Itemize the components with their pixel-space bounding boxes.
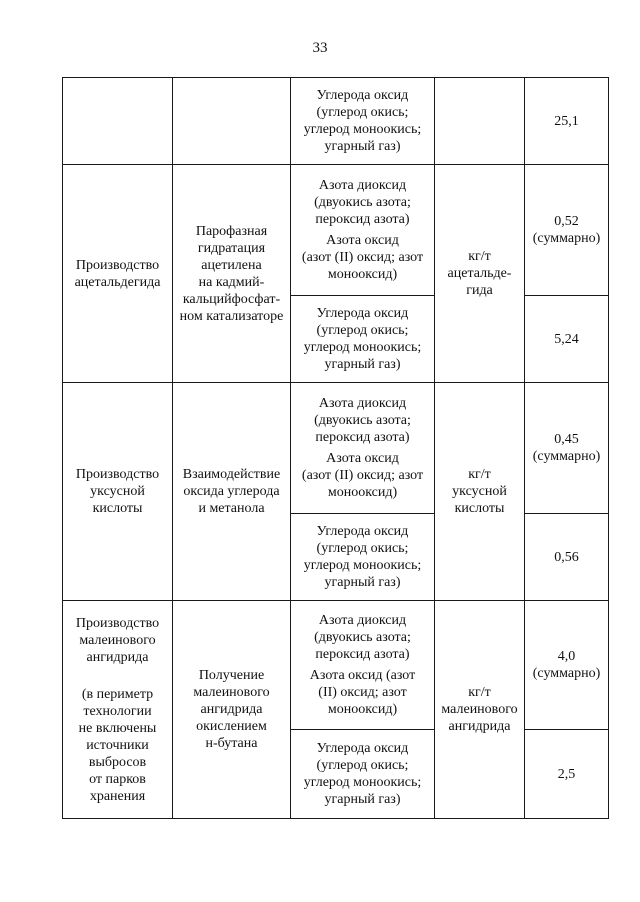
substance-no2: Азота диоксид (двуокись азота; пероксид азота) — [314, 613, 411, 662]
production-name: Производство малеинового ангидрида — [75, 615, 160, 665]
substance-no: Азота оксид (азот (II) оксид; азот монооксид) — [309, 668, 416, 717]
substance-cell: Углерода оксид (углерод окись; углерод моноокись; угарный газ) — [291, 730, 435, 819]
substance-no: Азота оксид (азот (II) оксид; азот монооксид) — [301, 233, 424, 282]
emissions-table — [62, 77, 609, 819]
substance-cell — [291, 601, 435, 730]
production-cell — [63, 78, 173, 165]
process-cell: Взаимодействие оксида углерода и метанола — [173, 383, 291, 601]
substance-no2: Азота диоксид (двуокись азота; пероксид азота) — [314, 178, 411, 227]
table-row — [63, 165, 609, 296]
page-number: 33 — [312, 40, 328, 56]
substance-no2: Азота диоксид (двуокись азота; пероксид азота) — [314, 396, 411, 445]
value-cell: 2,5 — [525, 730, 609, 819]
value-cell: 0,56 — [525, 514, 609, 601]
value-cell: 0,52 (суммарно) — [525, 165, 609, 296]
substance-cell: Углерода оксид (углерод окись; углерод моноокись; угарный газ) — [291, 296, 435, 383]
substance-cell — [291, 383, 435, 514]
table-row — [63, 78, 609, 165]
substance-cell: Углерода оксид (углерод окись; углерод моноокись; угарный газ) — [291, 514, 435, 601]
production-cell — [63, 601, 173, 819]
process-cell: Парофазная гидратация ацетилена на кадмий- кальцийфосфат- ном катализаторе — [173, 165, 291, 383]
value-cell: 4,0 (суммарно) — [525, 601, 609, 730]
substance-cell: Углерода оксид (углерод окись; углерод моноокись; угарный газ) — [291, 78, 435, 165]
value-cell: 25,1 — [525, 78, 609, 165]
production-note: (в периметр технологии не включены источники выбросов от парков хранения — [78, 686, 157, 804]
process-cell — [173, 78, 291, 165]
unit-cell — [435, 78, 525, 165]
process-cell: Получение малеинового ангидрида окислением н-бутана — [173, 601, 291, 819]
substance-cell — [291, 165, 435, 296]
value-cell: 0,45 (суммарно) — [525, 383, 609, 514]
table-row — [63, 383, 609, 514]
unit-cell: кг/т уксусной кислоты — [435, 383, 525, 601]
table-row — [63, 601, 609, 730]
production-cell: Производство ацетальдегида — [63, 165, 173, 383]
production-cell: Производство уксусной кислоты — [63, 383, 173, 601]
unit-cell: кг/т ацетальде- гида — [435, 165, 525, 383]
unit-cell: кг/т малеинового ангидрида — [435, 601, 525, 819]
value-cell: 5,24 — [525, 296, 609, 383]
substance-no: Азота оксид (азот (II) оксид; азот монооксид) — [301, 451, 424, 500]
